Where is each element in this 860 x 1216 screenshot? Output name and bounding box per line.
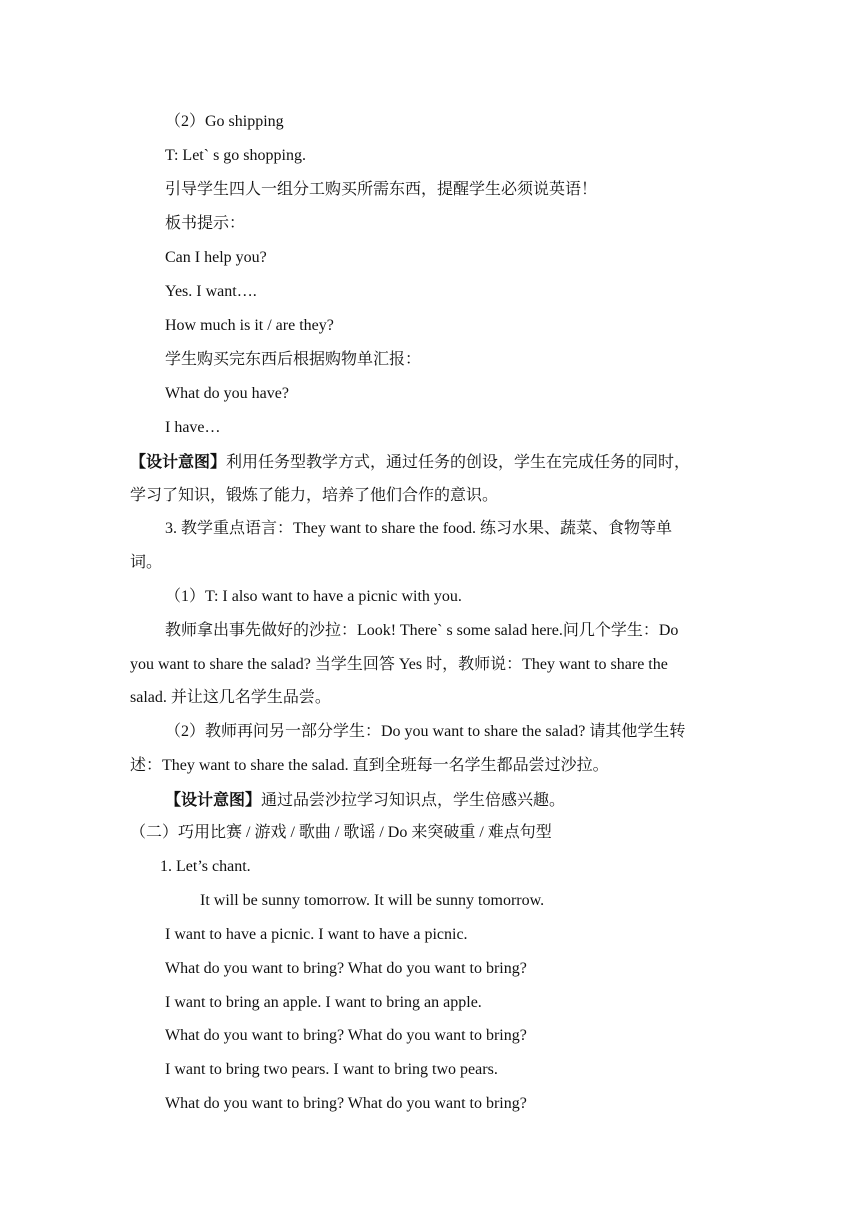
paragraph-line: salad. 并让这几名学生品尝。	[130, 689, 331, 706]
dialogue-line: What do you have?	[165, 385, 289, 402]
teacher-line: （1）T: I also want to have a picnic with you.	[165, 588, 462, 605]
chant-line: I want to bring two pears. I want to bring two pears.	[165, 1061, 498, 1078]
paragraph-line: 述：They want to share the salad. 直到全班每一名学生都品尝过沙拉。	[130, 757, 609, 774]
dialogue-line: Can I help you?	[165, 249, 267, 266]
chant-line: I want to have a picnic. I want to have a picnic.	[165, 926, 468, 943]
board-hint-label: 板书提示：	[165, 215, 246, 232]
paragraph-line: （2）教师再问另一部分学生：Do you want to share the salad? 请其他学生转	[165, 723, 686, 740]
design-intent-paragraph	[130, 452, 690, 472]
design-intent-text: 利用任务型教学方式，通过任务的创设，学生在完成任务的同时，	[226, 452, 691, 471]
key-language-heading: 3. 教学重点语言：They want to share the food. 练习水果、蔬菜、食物等单	[165, 520, 673, 537]
chant-line: What do you want to bring? What do you want to bring?	[165, 960, 527, 977]
design-intent-label: 【设计意图】	[130, 452, 227, 471]
teacher-line: T: Let` s go shopping.	[165, 147, 306, 164]
chant-heading: 1. Let’s chant.	[160, 858, 251, 875]
section-heading: （二）巧用比赛 / 游戏 / 歌曲 / 歌谣 / Do 来突破重 / 难点句型	[130, 824, 552, 841]
instruction-text: 学生购买完东西后根据购物单汇报：	[165, 351, 422, 368]
design-intent-paragraph	[165, 790, 565, 810]
subsection-heading-go-shipping: （2）Go shipping	[165, 113, 284, 130]
paragraph-line: you want to share the salad? 当学生回答 Yes 时，教师说：They want to share the	[130, 656, 668, 673]
dialogue-line: How much is it / are they?	[165, 317, 334, 334]
dialogue-line: I have…	[165, 419, 221, 436]
design-intent-text: 学习了知识，锻炼了能力，培养了他们合作的意识。	[130, 485, 499, 504]
chant-line: It will be sunny tomorrow. It will be sunny tomorrow.	[200, 892, 545, 909]
paragraph-line: 教师拿出事先做好的沙拉：Look! There` s some salad here.问几个学生：Do	[165, 622, 679, 639]
chant-line: What do you want to bring? What do you want to bring?	[165, 1027, 527, 1044]
design-intent-text: 通过品尝沙拉学习知识点，学生倍感兴趣。	[261, 790, 566, 809]
chant-line: What do you want to bring? What do you want to bring?	[165, 1095, 527, 1112]
instruction-text: 引导学生四人一组分工购买所需东西，提醒学生必须说英语！	[165, 181, 598, 198]
dialogue-line: Yes. I want….	[165, 283, 257, 300]
design-intent-label: 【设计意图】	[165, 790, 262, 809]
chant-line: I want to bring an apple. I want to bring an apple.	[165, 994, 482, 1011]
key-language-heading-continued: 词。	[130, 554, 163, 571]
